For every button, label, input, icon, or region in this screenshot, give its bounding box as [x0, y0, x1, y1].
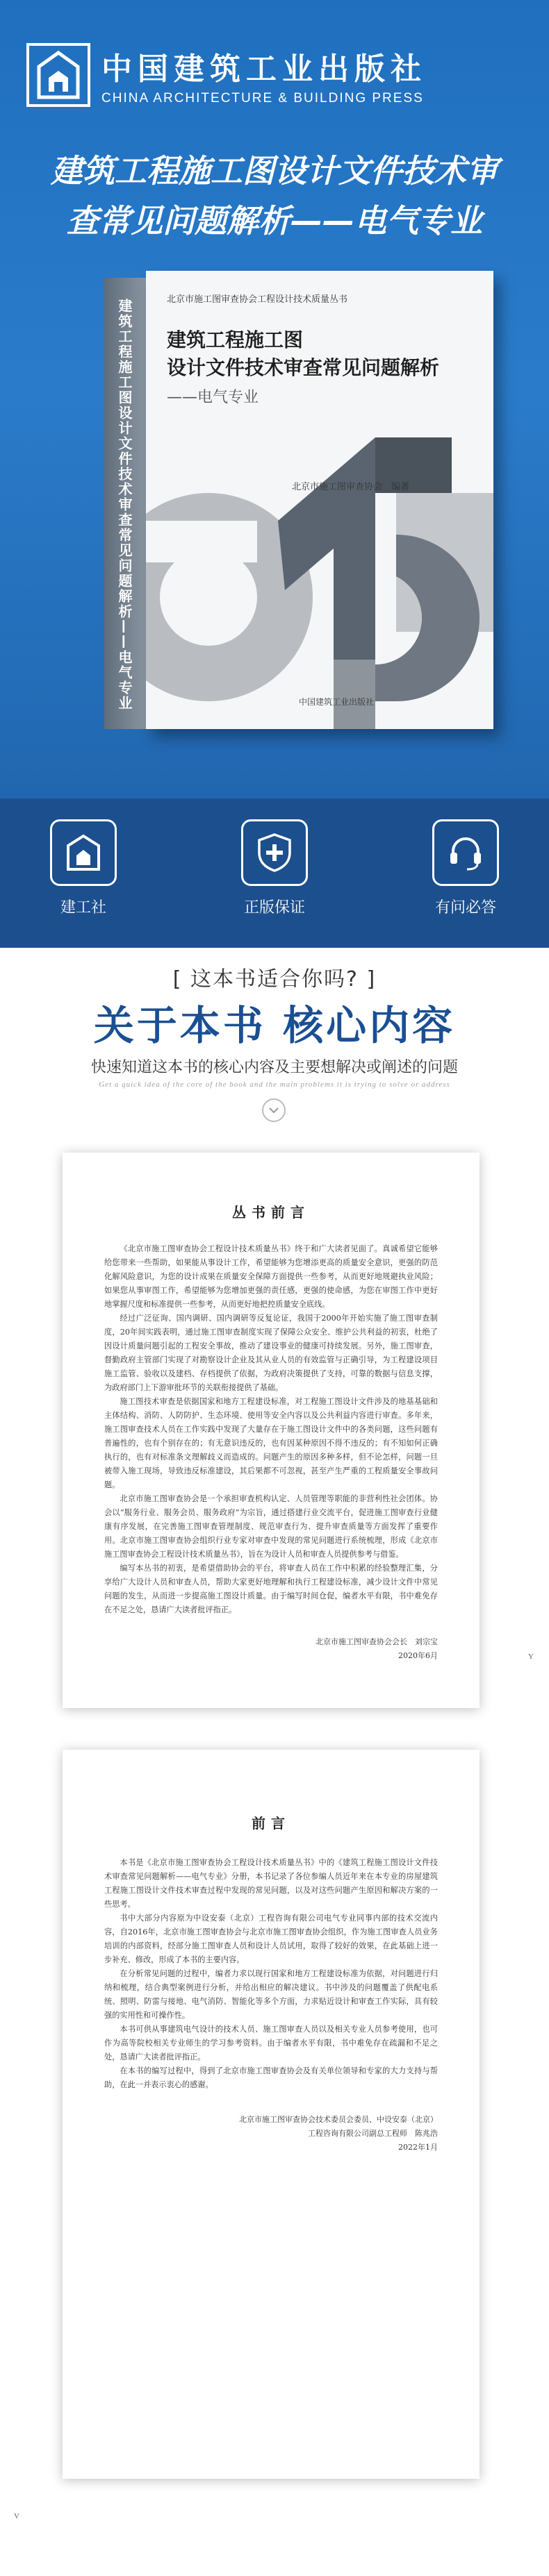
page-title-line-1: 建筑工程施工图设计文件技术审	[51, 152, 498, 190]
series-foreword-heading: 丛书前言	[232, 1204, 310, 1221]
foreword-paragraph: 本书可供从事建筑电气设计的技术人员、施工图审查人员以及相关专业人员参考使用，也可作为高等院校相关专业师生的学习参考资料。由于编者水平有限，书中难免存在疏漏和不足之处，恳请广大读者批评指正。	[104, 2025, 438, 2061]
publisher-name-en: CHINA ARCHITECTURE & BUILDING PRESS	[101, 91, 424, 106]
foreword-heading: 前言	[252, 1815, 290, 1832]
feature-label: 建工社	[60, 899, 106, 917]
series-foreword-paragraph: 经过广泛征询、国内调研、国内调研等反复论证，我国于2000年开始实施了施工图审查制度，20年间实践表明，通过施工图审查制度实现了保障公众安全、维护公共利益的初衷，杜绝了因设计质量问题引起的工程安全事故，推动了建设事业的健康可持续发展。另外，施工图审查，督勤政府主管部门实现了对勘察设计企业及其从业人员的有效监管与正确引导，为工程建设项目施工监管、验收以及建档、存档提供了依据，为政府决策提供了支持，可靠的数据与信息支撑，为政府部门上下游审批环节的关联衔接提供了基础。	[104, 1314, 438, 1392]
feature-label: 正版保证	[243, 899, 305, 917]
series-foreword-date: 2020年6月	[398, 1651, 438, 1660]
series-foreword-page	[63, 1153, 480, 1708]
page-mark: Y	[528, 1653, 534, 1661]
book-spine	[104, 278, 146, 729]
page-title-line-2: 查常见问题解析——电气专业	[67, 202, 482, 240]
feature-cabp	[21, 819, 146, 917]
intro-headline: 关于本书 核心内容	[93, 1002, 456, 1049]
cover-series: 北京市施工图审查协会工程设计技术质量丛书	[167, 294, 348, 305]
series-foreword-paragraph: 编写本丛书的初衷，是希望借助协会的平台，将审查人员在工作中积累的经验整理汇集，分享给广大设计人员和审查人员，帮助大家更好地理解和执行工程建设标准，减少设计文件中常见问题的发生，从而进一步提高施工图设计质量。由于编写时间仓促，编者水平有限，书中难免存在不足之处，恳请广大读者批评指正。	[104, 1564, 438, 1614]
hero-banner	[0, 0, 549, 948]
book-front-cover	[146, 271, 493, 729]
foreword-paragraph: 书中大部分内容原为中设安泰（北京）工程咨询有限公司电气专业同事内部的技术交流内容，自2016年，北京市施工图审查协会与北京市施工图审查协会组织，作为施工图审查人员业务培训的内部资料，经部分施工图审查人员和设计人员试用，取得了较好的效果，在此基础上进一步补充、修改，形成了本书的主要内容。	[104, 1914, 438, 1964]
foreword-signer: 北京市施工图审查协会技术委员会委员、中设安泰（北京）	[239, 2115, 438, 2124]
cover-title	[167, 326, 439, 382]
foreword-date: 2022年1月	[398, 2143, 438, 2152]
publisher-logo	[26, 43, 427, 107]
logo-icon	[50, 819, 117, 886]
series-foreword-paragraph: 北京市施工图审查协会是一个承担审查机构认定、人员管理等职能的非营利性社会团体。协会以“服务行业、服务会员、服务政府”为宗旨，通过搭建行业交流平台，促进施工图审查行业健康有序发展，在完善施工图审查管理制度、规范审查行为、提升审查质量等方面发挥了重要作用。北京市施工图审查协会组织行业专家对审查中发现的常见问题进行系统梳理，形成《北京市施工图审查协会工程设计技术质量丛书》，旨在为设计人员和审查人员提供参考与借鉴。	[104, 1494, 438, 1559]
feature-label: 有问必答	[434, 899, 496, 917]
foreword-paragraph: 在分析常见问题的过程中，编者力求以现行国家和地方工程建设标准为依据，对问题进行归纳和梳理，结合典型案例进行分析，并给出相应的解决建议。书中涉及的问题覆盖了供配电系统、照明、防雷与接地、电气消防、智能化等多个方面，力求贴近设计和审查工作实际，具有较强的实用性和可操作性。	[104, 1969, 438, 2020]
chevron-down-icon	[262, 1098, 286, 1122]
cover-subtitle: ——电气专业	[167, 389, 259, 406]
publisher-emblem-icon	[26, 43, 90, 107]
page-title	[28, 146, 521, 246]
feature-support	[403, 819, 528, 917]
foreword-paragraph: 本书是《北京市施工图审查协会工程设计技术质量丛书》中的《建筑工程施工图设计文件技术审查常见问题解析——电气专业》分册，本书记录了各位参编人员近年来在本专业的房屋建筑工程施工图设计文件技术审查过程中发现的常见问题，以及对这些问题产生原因和解决方案的一些思考。	[104, 1858, 438, 1909]
cover-author: 北京市施工图审查协会 编著	[292, 482, 410, 492]
feature-genuine	[212, 819, 337, 917]
headset-icon	[432, 819, 499, 886]
series-foreword-paragraph: 施工图技术审查是依据国家和地方工程建设标准，对工程施工图设计文件涉及的地基基础和主体结构、消防、人防防护、生态环境、使用等安全内容以及公共利益内容进行审查。多年来，施工图审查技术人员在工作实践中发现了大量存在于施工图设计文件中的各类问题，这些问题有普遍性的，也有个别存在的；有无意识违反的，也有因某种原因不得不违反的；有不知如何正确执行的，也有对标准条文理解歧义而造成的。问题产生的原因多种多样，但不论怎样，问题一旦被带入施工现场，导致违反标准建设，其后果都不可忽视，甚至产生严重的工程质量安全事故问题。	[104, 1397, 438, 1489]
series-foreword-signer: 北京市施工图审查协会会长 刘宗宝	[316, 1637, 438, 1646]
page-mark: V	[14, 2512, 19, 2520]
book-cover-image	[104, 271, 493, 729]
intro-subline: 快速知道这本书的核心内容及主要想解决或阐述的问题	[90, 1059, 458, 1076]
cover-title-line-1: 建筑工程施工图	[167, 328, 304, 351]
intro-question: [ 这本书适合你吗? ]	[172, 967, 377, 992]
cover-title-line-2: 设计文件技术审查常见问题解析	[167, 356, 440, 379]
publisher-name-cn: 中国建筑工业出版社	[101, 51, 427, 87]
foreword-paragraph: 在本书的编写过程中，得到了北京市施工图审查协会及有关单位领导和专家的大力支持与帮助，在此一并表示衷心的感谢。	[104, 2066, 438, 2089]
cover-publisher: 中国建筑工业出版社	[299, 697, 375, 707]
intro-en-line: Get a quick idea of the core of the book and the main problems it is trying to solve or address	[99, 1080, 450, 1089]
shield-plus-icon	[241, 819, 308, 886]
spine-title: 建筑工程施工图设计文件技术审查常见问题解析——电气专业	[116, 299, 133, 711]
foreword-signer: 工程咨询有限公司副总工程师 陈兆浩	[308, 2129, 438, 2138]
foreword-page	[63, 1750, 480, 2479]
series-foreword-paragraph: 《北京市施工图审查协会工程设计技术质量丛书》终于和广大读者见面了。真诚希望它能够给您带来一些帮助，如果能从事设计工作，希望能够为您增添更高的质量安全意识，更强的防范化解风险意识，为您的设计成果在质量安全保障方面提供一些参考，从而更好地规避执业风险；如果您从事审图工作，希望能够为您增加更强的责任感，更强的使命感，为您在审图工作中更好地掌握尺度和标准提供一些参考，从而更好地把控质量安全底线。	[104, 1244, 438, 1309]
